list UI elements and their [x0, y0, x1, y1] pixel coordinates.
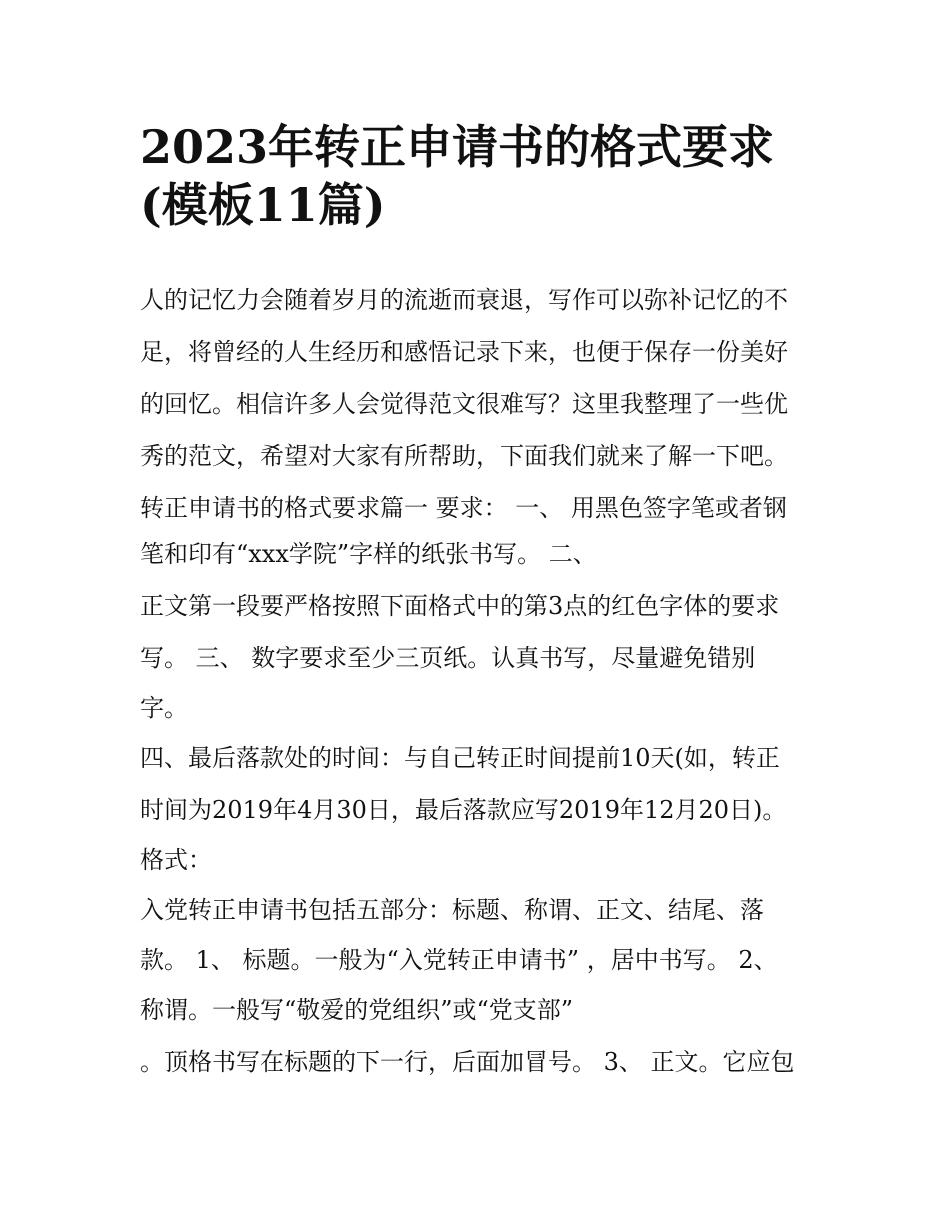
body-line: 字。 — [140, 694, 188, 722]
body-line: 正文第一段要严格按照下面格式中的第3点的红色字体的要求 — [140, 592, 780, 620]
body-line: 格式： — [140, 846, 212, 874]
body-line: 款。 1、 标题。一般为“入党转正申请书” ，居中书写。 2、 — [140, 946, 778, 974]
body-line: 四、最后落款处的时间：与自己转正时间提前10天(如，转正 — [140, 744, 780, 772]
title-line: (模板11篇) — [140, 178, 386, 232]
body-line: 足，将曾经的人生经历和感悟记录下来，也便于保存一份美好 — [140, 338, 788, 366]
body-line: 时间为2019年4月30日，最后落款应写2019年12月20日)。 — [140, 796, 787, 824]
body-line: 入党转正申请书包括五部分：标题、称谓、正文、结尾、落 — [140, 896, 764, 924]
body-line: 的回忆。相信许多人会觉得范文很难写？这里我整理了一些优 — [140, 390, 788, 418]
body-line: 。顶格书写在标题的下一行，后面加冒号。 3、 正文。它应包 — [140, 1048, 795, 1076]
body-line: 人的记忆力会随着岁月的流逝而衰退，写作可以弥补记忆的不 — [140, 286, 788, 314]
document-title — [140, 118, 830, 234]
body-line: 秀的范文，希望对大家有所帮助，下面我们就来了解一下吧。 — [140, 442, 788, 470]
body-line: 转正申请书的格式要求篇一 要求： 一、 用黑色签字笔或者钢 — [140, 494, 787, 522]
body-line: 写。 三、 数字要求至少三页纸。认真书写，尽量避免错别 — [140, 644, 756, 672]
title-line: 2023年转正申请书的格式要求 — [140, 120, 775, 174]
body-line: 称谓。一般写“敬爱的党组织”或“党支部” — [140, 996, 574, 1024]
body-line: 笔和印有“xxx学院”字样的纸张书写。 二、 — [140, 540, 597, 568]
